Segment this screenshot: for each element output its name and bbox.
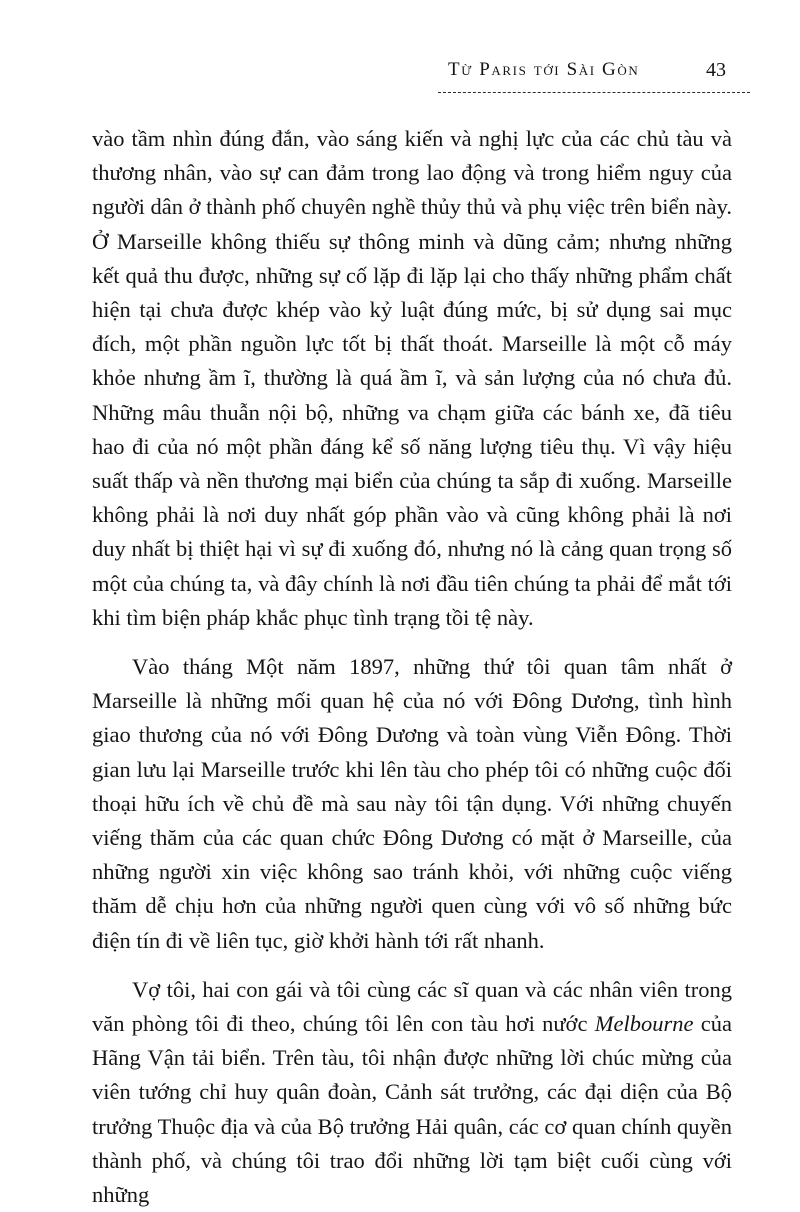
paragraph-3 — [92, 973, 732, 1212]
running-header — [438, 58, 750, 93]
paragraph-3-text-b: của Hãng Vận tải biển. Trên tàu, tôi nhận được những lời chúc mừng của viên tướng chỉ huy quân đoàn, Cảnh sát trưởng, các đại diện của Bộ trưởng Thuộc địa và của Bộ trưởng Hải quân, các cơ quan chính quyền thành phố, và chúng tôi trao đổi những lời tạm biệt cuối cùng với những — [92, 1011, 732, 1208]
paragraph-1: vào tầm nhìn đúng đắn, vào sáng kiến và nghị lực của các chủ tàu và thương nhân, vào sự can đảm trong lao động và trong hiểm nguy của người dân ở thành phố chuyên nghề thủy thủ và phụ việc trên biển này. Ở Marseille không thiếu sự thông minh và dũng cảm; nhưng những kết quả thu được, những sự cố lặp đi lặp lại cho thấy những phẩm chất hiện tại chưa được khép vào kỷ luật đúng mức, bị sử dụng sai mục đích, một phần nguồn lực tốt bị thất thoát. Marseille là một cỗ máy khỏe nhưng ầm ĩ, thường là quá ầm ĩ, và sản lượng của nó chưa đủ. Những mâu thuẫn nội bộ, những va chạm giữa các bánh xe, đã tiêu hao đi của nó một phần đáng kể số năng lượng tiêu thụ. Vì vậy hiệu suất thấp và nền thương mại biển của chúng ta sắp đi xuống. Marseille không phải là nơi duy nhất góp phần vào và cũng không phải là nơi duy nhất bị thiệt hại vì sự đi xuống đó, nhưng nó là cảng quan trọng số một của chúng ta, và đây chính là nơi đầu tiên chúng ta phải để mắt tới khi tìm biện pháp khắc phục tình trạng tồi tệ này. — [92, 126, 733, 630]
running-title: Từ Paris tới Sài Gòn — [448, 59, 640, 80]
paragraph-3-text-a: Vợ tôi, hai con gái và tôi cùng các sĩ quan và các nhân viên trong văn phòng tôi đi theo, chúng tôi lên con tàu hơi nước — [92, 976, 732, 1037]
text-body — [92, 122, 732, 1212]
paragraph-2: Vào tháng Một năm 1897, những thứ tôi quan tâm nhất ở Marseille là những mối quan hệ của nó với Đông Dương, tình hình giao thương của nó với Đông Dương và toàn vùng Viễn Đông. Thời gian lưu lại Marseille trước khi lên tàu cho phép tôi có những cuộc đối thoại hữu ích về chủ đề mà sau này tôi tận dụng. Với những chuyến viếng thăm của các quan chức Đông Dương có mặt ở Marseille, của những người xin việc không sao tránh khỏi, với những cuộc viếng thăm dễ chịu hơn của những người quen cùng với vô số những bức điện tín đi về liên tục, giờ khởi hành tới rất nhanh. — [92, 654, 732, 953]
page-number: 43 — [706, 59, 726, 81]
ship-name: Melbourne — [594, 1011, 694, 1037]
